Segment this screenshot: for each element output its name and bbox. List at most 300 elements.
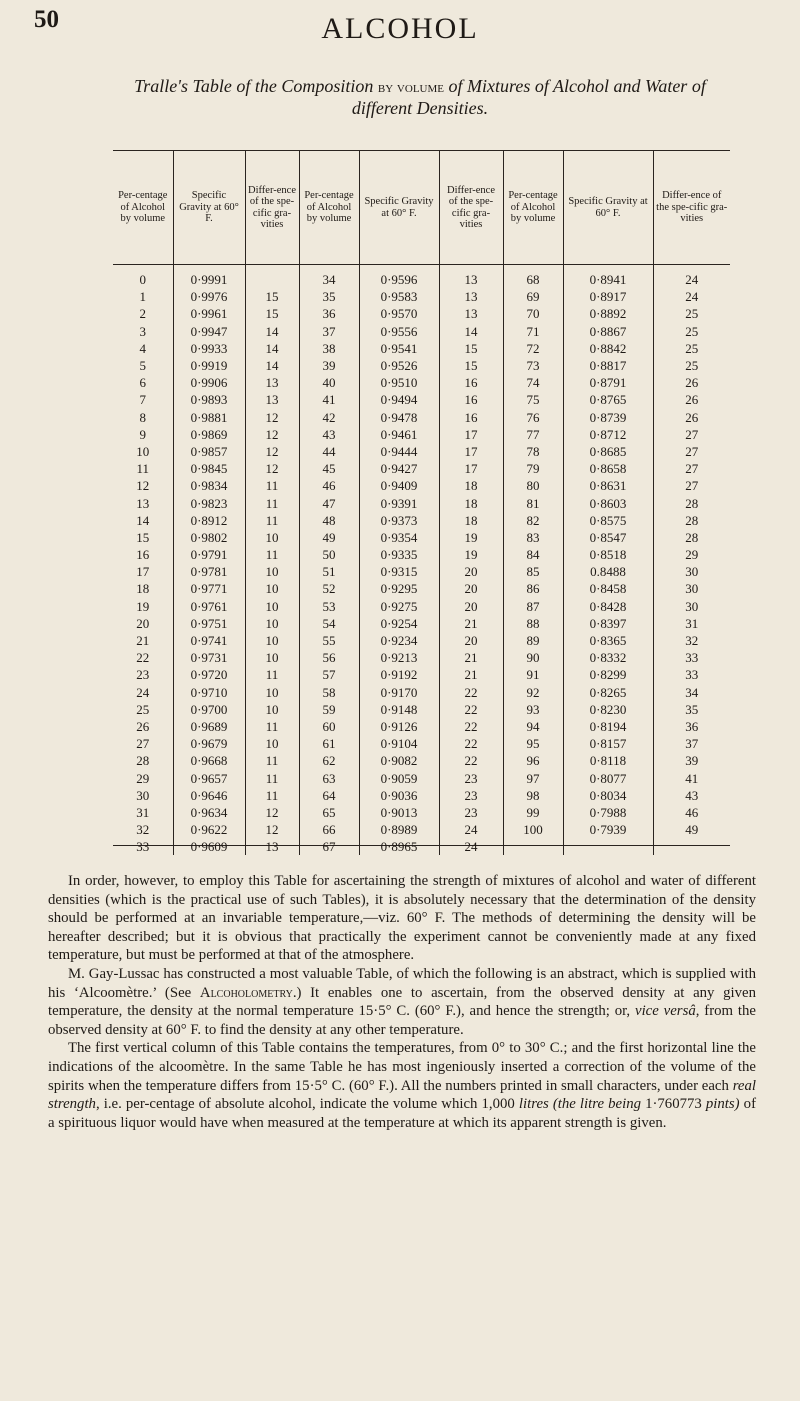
table-cell: 0·9869 <box>173 426 245 443</box>
table-cell: 30 <box>685 598 699 614</box>
table-cell: 82 <box>503 512 563 529</box>
table-cell: 0·9710 <box>173 684 245 701</box>
paragraph-2-vice: vice versâ <box>635 1003 696 1020</box>
table-cell: 39 <box>685 753 699 769</box>
table-cell: 18 <box>113 580 173 597</box>
table-cell: 89 <box>503 632 563 649</box>
table-cell: 19 <box>439 546 503 563</box>
table-cell: 13 <box>113 494 173 511</box>
table-cell: 10 <box>245 529 299 546</box>
table-cell: 66 <box>299 821 359 838</box>
table-row <box>113 494 730 511</box>
table-cell: 0·9906 <box>173 374 245 391</box>
table-cell: 34 <box>299 265 359 289</box>
table-cell: 0·9013 <box>359 804 439 821</box>
table-row <box>113 265 730 289</box>
table-cell: 15 <box>113 529 173 546</box>
table-cell: 11 <box>245 477 299 494</box>
table-cell: 0·8631 <box>563 477 653 494</box>
table-cell: 22 <box>113 649 173 666</box>
table-cell: 27 <box>685 478 699 494</box>
table-cell: 0·9409 <box>359 477 439 494</box>
table-cell: 0·8332 <box>563 649 653 666</box>
table-cell: 20 <box>113 615 173 632</box>
table-cell: 80 <box>503 477 563 494</box>
table-cell: 44 <box>299 443 359 460</box>
table-cell: 0·9354 <box>359 529 439 546</box>
table-title-part1: Tralle's Table of the Composition <box>134 76 374 96</box>
table-cell: 94 <box>503 718 563 735</box>
table-cell: 27 <box>685 426 699 442</box>
table-cell: 38 <box>299 340 359 357</box>
table-cell: 17 <box>439 443 503 460</box>
table-cell: 4 <box>113 340 173 357</box>
table-cell: 8 <box>113 409 173 426</box>
table-cell: 9 <box>113 426 173 443</box>
table-cell: 97 <box>503 769 563 786</box>
table-cell: 20 <box>439 580 503 597</box>
table-cell: 40 <box>299 374 359 391</box>
table-cell: 0·8157 <box>563 735 653 752</box>
table-cell: 17 <box>113 563 173 580</box>
table-row <box>113 374 730 391</box>
table-cell: 90 <box>503 649 563 666</box>
table-cell: 43 <box>685 787 699 803</box>
table-cell: 12 <box>245 821 299 838</box>
table-cell: 28 <box>685 512 699 528</box>
table-cell: 48 <box>299 512 359 529</box>
table-cell: 13 <box>439 288 503 305</box>
data-table <box>113 151 730 855</box>
table-body <box>113 265 730 856</box>
table-cell: 0·9295 <box>359 580 439 597</box>
table-cell: 93 <box>503 701 563 718</box>
table-cell: 0·8817 <box>563 357 653 374</box>
table-cell: 0·9170 <box>359 684 439 701</box>
table-cell: 0·9622 <box>173 821 245 838</box>
table-row <box>113 546 730 563</box>
table-cell: 11 <box>113 460 173 477</box>
table-cell: 92 <box>503 684 563 701</box>
table-cell: 0·9596 <box>359 265 439 289</box>
table-cell: 0·8867 <box>563 323 653 340</box>
table-cell: 24 <box>685 272 699 288</box>
table-cell: 0·9933 <box>173 340 245 357</box>
table-title-by: by volume <box>377 80 444 96</box>
table-cell: 0·9213 <box>359 649 439 666</box>
table-cell: 0·9335 <box>359 546 439 563</box>
table-cell: 0·9751 <box>173 615 245 632</box>
table-cell: 0·9148 <box>359 701 439 718</box>
table-header-row <box>113 151 730 265</box>
table-cell: 0·8989 <box>359 821 439 838</box>
table-cell: 10 <box>113 443 173 460</box>
table-cell: 12 <box>245 804 299 821</box>
table-cell: 57 <box>299 666 359 683</box>
table-cell: 71 <box>503 323 563 340</box>
table-cell: 0·9478 <box>359 409 439 426</box>
table-title-part2: of Mixtures of Alcohol and Water of different Densities. <box>351 76 706 118</box>
table-cell: 0·9391 <box>359 494 439 511</box>
table-cell: 0·9657 <box>173 769 245 786</box>
table-cell: 96 <box>503 752 563 769</box>
table-cell: 22 <box>439 701 503 718</box>
table-cell: 12 <box>113 477 173 494</box>
table-cell: 0·8941 <box>563 265 653 289</box>
table-cell: 95 <box>503 735 563 752</box>
table-cell: 18 <box>439 512 503 529</box>
table-cell: 12 <box>245 426 299 443</box>
table-title <box>110 76 730 118</box>
table-cell: 24 <box>685 289 699 305</box>
column-header: Per-centage of Alcohol by volume <box>503 151 563 265</box>
paragraph-3-c: 1·760773 <box>641 1096 706 1113</box>
table-cell: 0·9976 <box>173 288 245 305</box>
table-cell: 0·9689 <box>173 718 245 735</box>
table-cell: 15 <box>439 357 503 374</box>
table-cell: 62 <box>299 752 359 769</box>
paragraph-3 <box>48 1039 756 1132</box>
table-row <box>113 580 730 597</box>
table-cell: 0·9947 <box>173 323 245 340</box>
table-row <box>113 769 730 786</box>
table-cell: 87 <box>503 598 563 615</box>
table-cell: 25 <box>113 701 173 718</box>
paragraph-2-c: , from the observed density at 60° F. to find the density at any other temperature. <box>48 1003 756 1038</box>
table-cell: 11 <box>245 546 299 563</box>
paragraph-3-b: , i.e. per-centage of absolute alcohol, indicate the volume which 1,000 <box>95 1096 519 1113</box>
table-cell: 10 <box>245 684 299 701</box>
table-cell: 74 <box>503 374 563 391</box>
table-cell: 0·8397 <box>563 615 653 632</box>
table-cell <box>653 838 730 855</box>
paragraph-3-a: The first vertical column of this Table contains the temperatures, from 0° to 30° C.; and the first horizontal line the indications of the alcoomètre. In the same Table he has most ingeniously inserted a correction of the volume of the spirits when the temperature differs from 15·5° C. (60° F.). All the numbers printed in small characters, under each <box>48 1040 756 1094</box>
table-cell: 0·8365 <box>563 632 653 649</box>
page-number: 50 <box>34 6 59 33</box>
column-header: Specific Gravity at 60° F. <box>359 151 439 265</box>
table-row <box>113 701 730 718</box>
paragraph-3-litres: litres (the litre being <box>518 1096 641 1113</box>
table-cell: 18 <box>439 494 503 511</box>
table-cell: 0·9494 <box>359 391 439 408</box>
paragraph-2-b: .) It enables one to ascertain, from the observed density at any given temperature, the density at the normal temperature 15·5° C. (60° F.), and hence the strength; or, <box>48 984 756 1020</box>
table-cell: 0·9583 <box>359 288 439 305</box>
table-cell: 22 <box>439 684 503 701</box>
table-cell: 0·8194 <box>563 718 653 735</box>
table-cell: 20 <box>439 598 503 615</box>
table-cell: 0·8230 <box>563 701 653 718</box>
table-row <box>113 443 730 460</box>
table-cell: 16 <box>439 409 503 426</box>
table-cell: 58 <box>299 684 359 701</box>
table-cell: 10 <box>245 701 299 718</box>
table-cell: 45 <box>299 460 359 477</box>
column-header: Per-centage of Alcohol by volume <box>299 151 359 265</box>
table-cell: 22 <box>439 718 503 735</box>
table-cell: 0·9036 <box>359 787 439 804</box>
table-cell: 0·9961 <box>173 305 245 322</box>
table-cell: 0·9634 <box>173 804 245 821</box>
table-row <box>113 615 730 632</box>
table-cell: 33 <box>113 838 173 855</box>
table-cell: 0·9192 <box>359 666 439 683</box>
table-row <box>113 649 730 666</box>
table-cell: 0·9609 <box>173 838 245 855</box>
table-cell: 0·7988 <box>563 804 653 821</box>
table-cell: 14 <box>245 357 299 374</box>
table-row <box>113 666 730 683</box>
table-row <box>113 512 730 529</box>
table-cell: 0·8965 <box>359 838 439 855</box>
table-cell: 3 <box>113 323 173 340</box>
table-cell: 32 <box>113 821 173 838</box>
table-cell: 69 <box>503 288 563 305</box>
table-cell: 0·9646 <box>173 787 245 804</box>
table-cell: 0·9761 <box>173 598 245 615</box>
table-row <box>113 477 730 494</box>
table-cell: 36 <box>685 718 699 734</box>
table-cell: 25 <box>685 340 699 356</box>
table-cell: 14 <box>439 323 503 340</box>
table-cell: 0·8739 <box>563 409 653 426</box>
table-cell: 0.8488 <box>563 563 653 580</box>
table-cell: 50 <box>299 546 359 563</box>
table-row <box>113 460 730 477</box>
table-cell: 10 <box>245 563 299 580</box>
table-cell: 27 <box>685 443 699 459</box>
table-row <box>113 391 730 408</box>
table-cell: 0·8917 <box>563 288 653 305</box>
table-cell: 30 <box>685 564 699 580</box>
table-row <box>113 821 730 838</box>
table-cell: 0·8712 <box>563 426 653 443</box>
table-cell: 0·9668 <box>173 752 245 769</box>
table-cell <box>245 265 299 289</box>
table-cell: 0·9771 <box>173 580 245 597</box>
table-cell: 0·8658 <box>563 460 653 477</box>
table-row <box>113 563 730 580</box>
paragraph-2-a: M. Gay-Lussac has constructed a most valuable Table, of which the following is an abstract, which is supplied with his ‘Alcoomètre.’ (See <box>48 965 756 1001</box>
table-cell: 0·9679 <box>173 735 245 752</box>
table-cell: 0·8603 <box>563 494 653 511</box>
table-cell: 78 <box>503 443 563 460</box>
table-cell: 12 <box>245 460 299 477</box>
table-cell: 5 <box>113 357 173 374</box>
paragraph-3-d: of a spirituous liquor would have when measured at the temperature at which its apparent strength is given. <box>48 1096 756 1131</box>
table-cell: 91 <box>503 666 563 683</box>
table-cell: 0·9802 <box>173 529 245 546</box>
table-cell <box>563 838 653 855</box>
table-cell: 0·9919 <box>173 357 245 374</box>
table-row <box>113 752 730 769</box>
table-cell: 14 <box>113 512 173 529</box>
table-cell: 21 <box>439 615 503 632</box>
table-cell: 13 <box>439 305 503 322</box>
table-cell: 0·8034 <box>563 787 653 804</box>
table-cell: 33 <box>685 650 699 666</box>
table-cell: 1 <box>113 288 173 305</box>
table-cell: 0·9254 <box>359 615 439 632</box>
table-cell: 0·8791 <box>563 374 653 391</box>
table-cell: 18 <box>439 477 503 494</box>
table-row <box>113 684 730 701</box>
table-cell: 0·9234 <box>359 632 439 649</box>
table-cell: 0·9541 <box>359 340 439 357</box>
table-cell: 0·9315 <box>359 563 439 580</box>
table-cell: 0·8547 <box>563 529 653 546</box>
table-row <box>113 718 730 735</box>
table-cell: 10 <box>245 615 299 632</box>
table-cell: 0·9991 <box>173 265 245 289</box>
table-cell: 27 <box>113 735 173 752</box>
table-cell: 15 <box>245 305 299 322</box>
table-row <box>113 804 730 821</box>
table-cell: 0·9731 <box>173 649 245 666</box>
table-cell: 12 <box>245 443 299 460</box>
table-cell: 60 <box>299 718 359 735</box>
table-cell: 23 <box>439 804 503 821</box>
table-cell: 0·9556 <box>359 323 439 340</box>
table-cell: 51 <box>299 563 359 580</box>
column-header: Per-centage of Alcohol by volume <box>113 151 173 265</box>
table-cell <box>503 838 563 855</box>
table-cell: 23 <box>439 769 503 786</box>
table-cell: 13 <box>439 265 503 289</box>
table-cell: 10 <box>245 598 299 615</box>
table-cell: 75 <box>503 391 563 408</box>
table-cell: 53 <box>299 598 359 615</box>
table-cell: 30 <box>685 581 699 597</box>
table-cell: 0·9893 <box>173 391 245 408</box>
table-cell: 84 <box>503 546 563 563</box>
table-cell: 0·9834 <box>173 477 245 494</box>
table-cell: 12 <box>245 409 299 426</box>
table-cell: 0·9059 <box>359 769 439 786</box>
body-text <box>48 872 756 1132</box>
composition-table <box>113 150 730 855</box>
table-cell: 16 <box>113 546 173 563</box>
table-cell: 65 <box>299 804 359 821</box>
table-cell: 49 <box>685 822 699 838</box>
table-cell: 22 <box>439 752 503 769</box>
table-cell: 0·9275 <box>359 598 439 615</box>
table-cell: 0·9823 <box>173 494 245 511</box>
table-row <box>113 598 730 615</box>
table-cell: 6 <box>113 374 173 391</box>
table-cell: 63 <box>299 769 359 786</box>
table-cell: 36 <box>299 305 359 322</box>
table-cell: 13 <box>245 838 299 855</box>
table-cell: 64 <box>299 787 359 804</box>
table-cell: 0·8685 <box>563 443 653 460</box>
table-row <box>113 357 730 374</box>
table-cell: 16 <box>439 391 503 408</box>
table-cell: 35 <box>685 701 699 717</box>
table-cell: 31 <box>685 615 699 631</box>
table-cell: 100 <box>503 821 563 838</box>
table-cell: 56 <box>299 649 359 666</box>
table-cell: 0·9741 <box>173 632 245 649</box>
table-cell: 20 <box>439 632 503 649</box>
table-cell: 2 <box>113 305 173 322</box>
table-cell: 85 <box>503 563 563 580</box>
table-cell: 24 <box>113 684 173 701</box>
table-cell: 86 <box>503 580 563 597</box>
table-cell: 10 <box>245 649 299 666</box>
table-cell: 28 <box>113 752 173 769</box>
table-cell: 11 <box>245 769 299 786</box>
table-cell: 25 <box>685 323 699 339</box>
column-header: Differ-ence of the spe-cific gra-vities <box>653 151 730 265</box>
table-cell: 0·8765 <box>563 391 653 408</box>
table-cell: 99 <box>503 804 563 821</box>
table-cell: 26 <box>685 409 699 425</box>
table-cell: 17 <box>439 460 503 477</box>
table-cell: 0·8912 <box>173 512 245 529</box>
table-cell: 0·8077 <box>563 769 653 786</box>
table-cell: 30 <box>113 787 173 804</box>
table-cell: 79 <box>503 460 563 477</box>
table-cell: 27 <box>685 461 699 477</box>
table-cell: 25 <box>685 306 699 322</box>
table-cell: 32 <box>685 633 699 649</box>
table-cell: 0·9791 <box>173 546 245 563</box>
table-cell: 0 <box>113 265 173 289</box>
table-cell: 11 <box>245 666 299 683</box>
table-row <box>113 787 730 804</box>
table-cell: 17 <box>439 426 503 443</box>
table-cell: 11 <box>245 512 299 529</box>
table-cell: 72 <box>503 340 563 357</box>
table-cell: 0·8458 <box>563 580 653 597</box>
table-cell: 0·7939 <box>563 821 653 838</box>
table-cell: 10 <box>245 632 299 649</box>
table-cell: 0·8299 <box>563 666 653 683</box>
table-cell: 31 <box>113 804 173 821</box>
table-cell: 42 <box>299 409 359 426</box>
table-cell: 29 <box>685 547 699 563</box>
table-cell: 10 <box>245 735 299 752</box>
table-cell: 0·8892 <box>563 305 653 322</box>
table-cell: 7 <box>113 391 173 408</box>
table-cell: 76 <box>503 409 563 426</box>
column-header: Specific Gravity at 60° F. <box>563 151 653 265</box>
table-cell: 39 <box>299 357 359 374</box>
table-cell: 0·9373 <box>359 512 439 529</box>
column-header: Differ-ence of the spe-cific gra-vities <box>245 151 299 265</box>
table-cell: 37 <box>685 736 699 752</box>
table-cell: 0·9082 <box>359 752 439 769</box>
table-cell: 21 <box>439 649 503 666</box>
table-cell: 0·9845 <box>173 460 245 477</box>
table-cell: 54 <box>299 615 359 632</box>
table-cell: 0·9781 <box>173 563 245 580</box>
table-cell: 0·9857 <box>173 443 245 460</box>
table-cell: 88 <box>503 615 563 632</box>
table-cell: 14 <box>245 323 299 340</box>
table-row <box>113 340 730 357</box>
table-cell: 61 <box>299 735 359 752</box>
table-cell: 34 <box>685 684 699 700</box>
table-cell: 16 <box>439 374 503 391</box>
table-cell: 0·9526 <box>359 357 439 374</box>
table-cell: 13 <box>245 374 299 391</box>
table-cell: 13 <box>245 391 299 408</box>
table-cell: 11 <box>245 718 299 735</box>
table-cell: 59 <box>299 701 359 718</box>
running-head: ALCOHOL <box>321 12 479 45</box>
table-cell: 0·9104 <box>359 735 439 752</box>
